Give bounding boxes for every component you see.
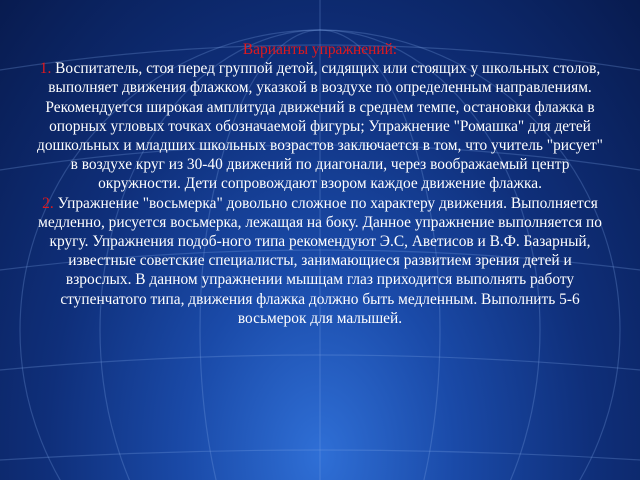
- slide-content: [34, 40, 606, 328]
- exercise-number-1: 1.: [39, 60, 52, 78]
- exercise-number-2: 2.: [42, 194, 54, 212]
- exercise-item-2: [34, 194, 606, 328]
- exercise-item-1: [34, 59, 606, 193]
- exercise-text-2: Упражнение "восьмерка" довольно сложное по характеру движения. Выполняется медленно, рисуется восьмерка, лежащая на боку. Данное упражнение выполняется по кругу. Упражнения подоб-ного типа рекомендуют Э.С, Аветисов и В.Ф. Базарный, известные советские специалисты, занимающиеся развитием зрения детей и взрослых. В данном упражнении мышцам глаз приходится выполнять работу ступенчатого типа, движения флажка должно быть медленным. Выполнить 5-6 восьмерок для малышей.: [38, 194, 602, 327]
- slide-title: Варианты упражнений:: [242, 41, 398, 58]
- exercise-text-1: Воспитатель, стоя перед группой детой, сидящих или стоящих у школьных столов, выполняет движения флажком, указкой в воздухе по определенным направлениям. Рекомендуется широкая амплитуда движений в среднем темпе, остановки флажка в опорных угловых точках обозначаемой фигуры; Упражнение "Ромашка" для детей дошкольных и младших школьных возрастов заключается в том, что учитель "рисует" в воздухе круг из 30-40 движений по диагонали, через воображаемый центр окружности. Дети сопровождают взором каждое движение флажка.: [37, 60, 603, 193]
